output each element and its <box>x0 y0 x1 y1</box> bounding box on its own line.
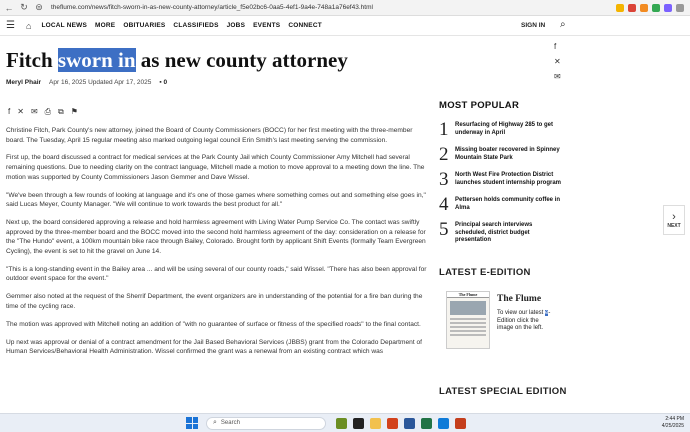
special-edition-heading: LATEST SPECIAL EDITION <box>439 386 567 397</box>
popular-link[interactable]: North West Fire Protection District launches student internship program <box>455 172 562 186</box>
nav-local-news[interactable]: LOCAL NEWS <box>41 22 88 29</box>
thumbnail-text-line <box>450 330 486 332</box>
most-popular-list <box>439 121 671 246</box>
article-paragraph: "We've been through a few rounds of looking at language and it's one of those games where something comes out and something else goes in," said Lucas Meyer, County Manager. "We will continue to work towards the best product for all." <box>6 191 426 209</box>
chevron-right-icon: › <box>672 210 676 223</box>
nav-more[interactable]: MORE <box>95 22 116 29</box>
email-icon[interactable]: ✉ <box>554 72 561 81</box>
start-button-icon[interactable] <box>186 417 198 429</box>
nav-connect[interactable]: CONNECT <box>288 22 322 29</box>
headline-text: Fitch <box>6 48 58 72</box>
clock-date: 4/25/2025 <box>661 423 684 429</box>
comment-count-value: 0 <box>163 79 168 86</box>
clock-time: 2:44 PM <box>665 416 684 422</box>
nav-jobs[interactable]: JOBS <box>226 22 246 29</box>
thumbnail-masthead: The Flume <box>447 292 489 298</box>
desc-text: To view our latest <box>497 310 546 316</box>
x-twitter-icon[interactable]: ✕ <box>554 57 561 66</box>
address-bar[interactable]: theflume.com/news/fitch-sworn-in-as-new-county-attorney/article_f5e02bc6-0aa5-4ef1-9a4e-748a1a76ef43.html <box>51 4 373 11</box>
thumbnail-text-line <box>450 318 486 320</box>
app-icon[interactable] <box>404 418 415 429</box>
side-share-bar <box>554 42 561 81</box>
app-icon[interactable] <box>353 418 364 429</box>
article-paragraph: Gemmer also noted at the request of the Sherrif Department, the event organizers are in understanding of the potential for a fire ban during the time of the cycling race. <box>6 293 423 310</box>
browser-toolbar <box>0 0 690 16</box>
comment-icon: ▪ <box>159 79 162 86</box>
popular-rank: 1 <box>439 119 449 140</box>
popular-link[interactable]: Pettersen holds community coffee in Alma <box>455 197 561 211</box>
app-icon[interactable] <box>438 418 449 429</box>
sidebar <box>439 100 671 246</box>
article-paragraph: Next up, the board considered approving a release and hold harmless agreement with Living Water Pump Service Co. The contact was swiftly approved by the three-member board and the BOCC moved into the second hold harmless agreement of the day: consideration on a release for the "The Hundo" event, a 100km mountain bike race through Bailey, Colorado. Brought forth by applicant Shift Events (formally Team Evergreen Cycling), the event is set to hit the gravel on June 14. <box>6 219 426 255</box>
e-edition-thumbnail[interactable] <box>446 291 490 349</box>
site-info-icon[interactable]: ⊜ <box>35 2 43 12</box>
article-paragraph: The motion was approved with Mitchell noting an addition of "with no guarantee of surface or fitness of the specified roads" to the final contact. <box>6 320 421 328</box>
e-edition-description <box>497 310 555 333</box>
popular-item[interactable] <box>439 146 671 171</box>
author-name[interactable]: Meryl Phair <box>6 79 42 86</box>
article-paragraph: Up next was approval or denial of a contract amendment for the Jail Based Behavioral Services (JBBS) grant from the Colorado Department of Human Services/Behavioral Health Administration. Wissel confirmed the grant was a renewal from an existing contract which was <box>6 338 422 356</box>
popular-item[interactable] <box>439 196 671 221</box>
search-icon: ⌕ <box>213 419 217 426</box>
folder-icon[interactable] <box>370 418 381 429</box>
copy-link-icon[interactable]: ⧉ <box>58 107 64 116</box>
e-edition-name[interactable]: The Flume <box>497 294 542 304</box>
headline-selected-text: sworn in <box>57 48 136 72</box>
extension-icon[interactable] <box>664 4 672 12</box>
nav-events[interactable]: EVENTS <box>253 22 281 29</box>
popular-item[interactable] <box>439 221 671 246</box>
taskbar-search-placeholder: Search <box>220 420 240 426</box>
article-headline <box>6 48 348 73</box>
x-twitter-icon[interactable]: ✕ <box>17 107 24 116</box>
extension-icon[interactable] <box>628 4 636 12</box>
brave-browser-icon[interactable] <box>387 418 398 429</box>
menu-icon[interactable] <box>676 4 684 12</box>
facebook-icon[interactable]: f <box>554 42 557 51</box>
popular-rank: 3 <box>439 169 449 190</box>
popular-rank: 2 <box>439 144 449 165</box>
article-body <box>6 126 428 365</box>
app-icon[interactable] <box>336 418 347 429</box>
thumbnail-text-line <box>450 334 486 336</box>
site-navigation <box>0 16 690 36</box>
taskbar-search[interactable] <box>206 417 326 430</box>
sign-in-link[interactable]: SIGN IN <box>521 22 546 29</box>
thumbnail-text-line <box>450 326 486 328</box>
extension-icon[interactable] <box>652 4 660 12</box>
email-icon[interactable]: ✉ <box>30 107 38 116</box>
desc-text: -Edition click the image on the left. <box>497 310 551 332</box>
article-paragraph: "This is a long-standing event in the Bailey area ... and will be using several of our county roads," said Wissel. "There has also been approval for outdoor event space for the event." <box>6 265 427 283</box>
home-icon[interactable]: ⌂ <box>26 20 32 31</box>
star-icon[interactable] <box>616 4 624 12</box>
popular-rank: 5 <box>439 219 449 240</box>
thumbnail-text-line <box>450 322 486 324</box>
desc-selected-text: e <box>545 310 549 316</box>
nav-obituaries[interactable]: OBITUARIES <box>123 22 166 29</box>
popular-link[interactable]: Missing boater recovered in Spinney Mountain State Park <box>455 147 560 161</box>
article-paragraph: Christine Fitch, Park County's new attorney, joined the Board of County Commissioners (BOCC) for her first meeting with the three-member board. The Tuesday, April 15 regular meeting also marked outgoing legal council Erin Smith's last meeting serving the commission. <box>6 127 413 144</box>
system-tray-clock[interactable] <box>662 416 684 430</box>
comment-count[interactable] <box>159 79 167 86</box>
next-article-button[interactable] <box>663 205 685 235</box>
windows-taskbar <box>0 413 690 432</box>
popular-item[interactable] <box>439 121 671 146</box>
refresh-icon[interactable]: ↻ <box>20 2 28 12</box>
extension-icon[interactable] <box>640 4 648 12</box>
article-paragraph: First up, the board discussed a contract for medical services at the Park County Jail which County Commissioner Amy Mitchell had several remaining questions. Due to needing clarity on the contract language, Mitchell made a motion to move approval to a meeting down the line. The motion was supported by County Commissioners Jason Gemmer and Dave Wissel. <box>6 154 425 181</box>
popular-item[interactable] <box>439 171 671 196</box>
nav-items <box>41 22 321 29</box>
search-icon[interactable]: ⌕ <box>560 19 566 30</box>
byline <box>6 79 167 86</box>
next-label: NEXT <box>667 222 681 229</box>
hamburger-menu-icon[interactable]: ☰ <box>6 20 15 31</box>
extension-icons <box>616 4 684 12</box>
popular-rank: 4 <box>439 194 449 215</box>
headline-text: as new county attorney <box>135 48 348 72</box>
most-popular-heading: MOST POPULAR <box>439 100 520 111</box>
back-icon[interactable]: ← <box>4 2 14 13</box>
taskbar-apps <box>336 418 466 429</box>
bookmark-icon[interactable]: ⚑ <box>70 107 78 116</box>
share-toolbar <box>8 107 78 117</box>
app-icon[interactable] <box>421 418 432 429</box>
facebook-icon[interactable]: f <box>8 107 11 116</box>
app-icon[interactable] <box>455 418 466 429</box>
publish-date: Apr 16, 2025 Updated Apr 17, 2025 <box>49 79 152 86</box>
print-icon[interactable]: ⎙ <box>44 107 52 116</box>
popular-link[interactable]: Resurfacing of Highway 285 to get underway in April <box>455 122 554 136</box>
nav-classifieds[interactable]: CLASSIFIEDS <box>173 22 219 29</box>
popular-link[interactable]: Principal search interviews scheduled, district budget presentation <box>455 222 533 243</box>
e-edition-heading: LATEST E-EDITION <box>439 267 531 278</box>
thumbnail-photo <box>450 301 486 315</box>
